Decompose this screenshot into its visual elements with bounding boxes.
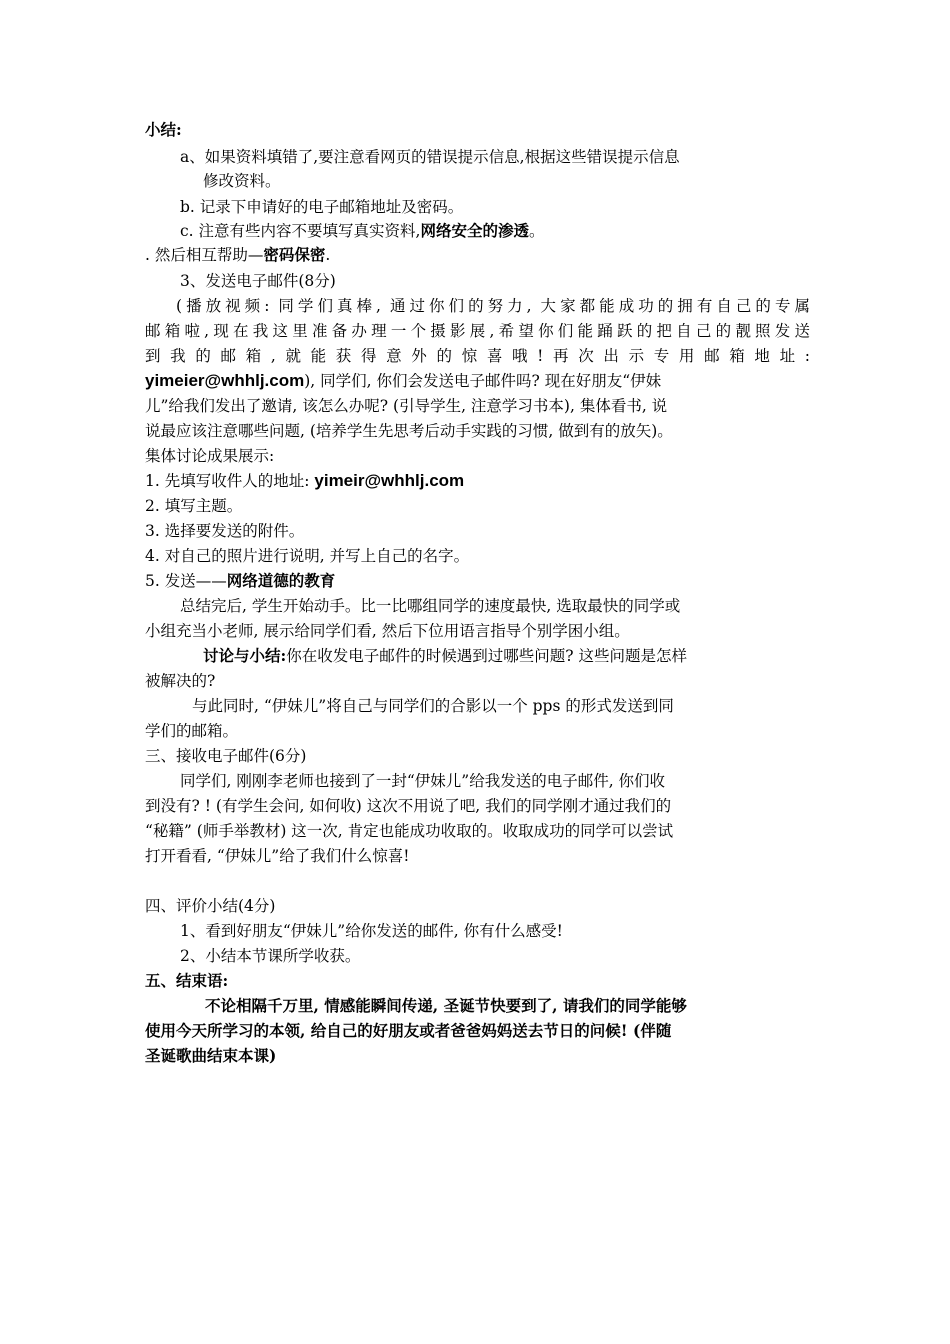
step-5-text: 5. 发送——: [145, 572, 227, 590]
summary-item-d-text: . 然后相互帮助—: [145, 246, 264, 264]
section-end-line3: 圣诞歌曲结束本课): [145, 1046, 277, 1065]
section3-para4-line2: 学们的邮箱。: [145, 722, 239, 740]
step-3: 3. 选择要发送的附件。: [145, 522, 305, 540]
email-address-2: yimeir@whhlj.com: [314, 471, 465, 490]
section3-para1-line4: [145, 369, 810, 393]
summary-item-c: [180, 219, 810, 243]
step-1-text: 1. 先填写收件人的地址:: [145, 472, 310, 490]
section-end-line1: 不论相隔千万里, 情感能瞬间传递, 圣诞节快要到了, 请我们的同学能够: [205, 996, 687, 1015]
summary-item-b: b. 记录下申请好的电子邮箱地址及密码。: [180, 198, 464, 216]
step-1: [145, 469, 810, 493]
section3-para1-line3: 到我的邮箱,就能获得意外的惊喜哦!再次出示专用邮箱地址:: [145, 347, 810, 365]
step-5: [145, 569, 810, 593]
summary-item-a-line1: a、如果资料填错了,要注意看网页的错误提示信息,根据这些错误提示信息: [180, 148, 680, 166]
step-4: 4. 对自己的照片进行说明, 并写上自己的名字。: [145, 547, 470, 565]
section3-para1-line1: (播放视频: 同学们真棒, 通过你们的努力, 大家都能成功的拥有自己的专属: [176, 297, 810, 315]
step-2: 2. 填写主题。: [145, 497, 243, 515]
section-eval-item2: 2、小结本节课所学收获。: [180, 947, 361, 965]
section-receive-line2: 到没有? ! (有学生会问, 如何收) 这次不用说了吧, 我们的同学刚才通过我们的: [145, 797, 672, 815]
email-address-1: yimeier@whhlj.com: [145, 371, 305, 390]
summary-item-c-emphasis: 网络安全的渗透: [420, 221, 529, 240]
section-receive-title: 三、接收电子邮件(6分): [145, 747, 307, 765]
section-eval-title: 四、评价小结(4分): [145, 897, 276, 915]
section-receive-line3: “秘籍” (师手举教材) 这一次, 肯定也能成功收取的。收取成功的同学可以尝试: [145, 822, 674, 840]
section3-para4-line1: 与此同时, “伊妹儿”将自己与同学们的合影以一个 pps 的形式发送到同: [192, 697, 674, 715]
summary-item-c-end: 。: [528, 222, 545, 240]
section3-para2-line2: 小组充当小老师, 展示给同学们看, 然后下位用语言指导个别学困小组。: [145, 622, 630, 640]
discussion-heading: 集体讨论成果展示:: [145, 447, 275, 465]
section3-para1-line6: 说最应该注意哪些问题, (培养学生先思考后动手实践的习惯, 做到有的放矢)。: [145, 422, 673, 440]
section3-para1-line2: 邮箱啦,现在我这里准备办理一个摄影展,希望你们能踊跃的把自己的靓照发送: [145, 322, 810, 340]
summary-item-a-line2: 修改资料。: [203, 172, 281, 190]
section3-para1-line4-text: ), 同学们, 你们会发送电子邮件吗? 现在好朋友“伊妹: [304, 372, 662, 390]
summary-item-d-emphasis: 密码保密: [263, 245, 326, 264]
section3-para3-line1-text: 你在收发电子邮件的时候遇到过哪些问题? 这些问题是怎样: [286, 647, 687, 665]
section-receive-line1: 同学们, 刚刚李老师也接到了一封“伊妹儿”给我发送的电子邮件, 你们收: [180, 772, 666, 790]
section-end-line2: 使用今天所学习的本领, 给自己的好朋友或者爸爸妈妈送去节日的问候! (伴随: [145, 1021, 672, 1040]
section3-para2-line1: 总结完后, 学生开始动手。比一比哪组同学的速度最快, 选取最快的同学或: [180, 597, 681, 615]
section-receive-line4: 打开看看, “伊妹儿”给了我们什么惊喜!: [145, 847, 410, 865]
summary-item-c-text: c. 注意有些内容不要填写真实资料,: [180, 222, 421, 240]
section3-para3-line2: 被解决的?: [145, 672, 216, 690]
summary-item-d: [145, 243, 810, 267]
section3-title: 3、发送电子邮件(8分): [180, 272, 336, 290]
step-5-emphasis: 网络道德的教育: [226, 571, 336, 590]
section-end-title: 五、结束语:: [145, 971, 229, 990]
discussion-summary-label: 讨论与小结:: [203, 646, 287, 665]
section3-para1-line5: 儿”给我们发出了邀请, 该怎么办呢? (引导学生, 注意学习书本), 集体看书, 说: [145, 397, 668, 415]
section3-para3-line1: [203, 644, 810, 668]
summary-item-d-end: .: [325, 246, 331, 264]
summary-heading: 小结:: [145, 120, 182, 139]
section-eval-item1: 1、看到好朋友“伊妹儿”给你发送的邮件, 你有什么感受!: [180, 922, 563, 940]
